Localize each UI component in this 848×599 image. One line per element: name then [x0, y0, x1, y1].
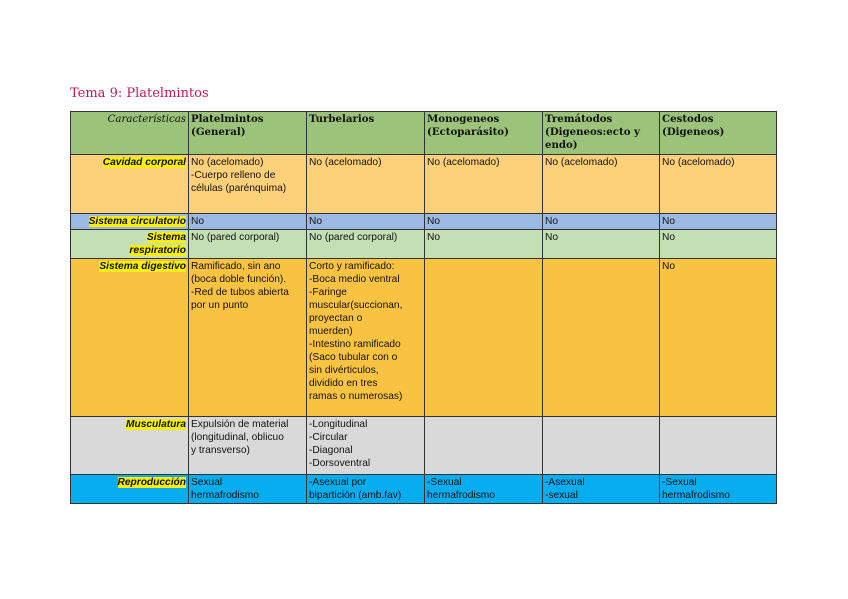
page-title: Tema 9: Platelmintos: [70, 86, 209, 101]
row-label: Sistema digestivo: [71, 259, 189, 417]
row-sistema-respiratorio: [71, 230, 777, 259]
table-cell: Sexual hermafrodismo: [189, 475, 307, 504]
row-label: Musculatura: [71, 417, 189, 475]
row-label: Sistema circulatorio: [71, 214, 189, 230]
table-cell: No (pared corporal): [189, 230, 307, 259]
header-trematodos: Tremátodos (Digeneos:ecto y endo): [543, 112, 660, 155]
table-cell: [543, 417, 660, 475]
row-sistema-digestivo: [71, 259, 777, 417]
table-cell: -Asexual por bipartición (amb.fav): [307, 475, 425, 504]
table-cell: No: [425, 214, 543, 230]
table-cell: -Longitudinal -Circular -Diagonal -Dorsoventral: [307, 417, 425, 475]
header-turbelarios: Turbelarios: [307, 112, 425, 155]
table-cell: No: [660, 259, 777, 417]
header-cestodos: Cestodos (Digeneos): [660, 112, 777, 155]
table-cell: No (acelomado): [425, 155, 543, 214]
table-cell: -Sexual hermafrodismo: [425, 475, 543, 504]
table-cell: No (acelomado) -Cuerpo relleno de células (parénquima): [189, 155, 307, 214]
table-cell: No: [543, 214, 660, 230]
header-row: [71, 112, 777, 155]
row-sistema-circulatorio: [71, 214, 777, 230]
row-reproduccion: [71, 475, 777, 504]
table-cell: [660, 417, 777, 475]
table-cell: No: [660, 230, 777, 259]
table-cell: [543, 259, 660, 417]
table-cell: -Sexual hermafrodismo: [660, 475, 777, 504]
header-platelmintos: Platelmintos (General): [189, 112, 307, 155]
table-cell: No: [307, 214, 425, 230]
header-monogeneos: Monogeneos (Ectoparásito): [425, 112, 543, 155]
table-cell: Expulsión de material (longitudinal, oblicuo y transverso): [189, 417, 307, 475]
table-cell: No (acelomado): [543, 155, 660, 214]
table-cell: -Asexual -sexual: [543, 475, 660, 504]
row-label: Sistema respiratorio: [71, 230, 189, 259]
table-cell: [425, 417, 543, 475]
comparison-table: [70, 111, 777, 504]
row-label: Reproducción: [71, 475, 189, 504]
table-cell: No: [660, 214, 777, 230]
table-cell: No (pared corporal): [307, 230, 425, 259]
table-cell: No: [425, 230, 543, 259]
table-cell: [425, 259, 543, 417]
row-label: Cavidad corporal: [71, 155, 189, 214]
table-cell: Ramificado, sin ano (boca doble función). -Red de tubos abierta por un punto: [189, 259, 307, 417]
table-cell: No: [189, 214, 307, 230]
table-cell: No (acelomado): [660, 155, 777, 214]
table-cell: No: [543, 230, 660, 259]
row-cavidad-corporal: [71, 155, 777, 214]
header-characteristics: Características: [71, 112, 189, 155]
table-cell: Corto y ramificado: -Boca medio ventral -Faringe muscular(succionan, proyectan o muerden) -Intestino ramificado (Saco tubular con o sin divérticulos, dividido en tres ramas o numerosas): [307, 259, 425, 417]
table-cell: No (acelomado): [307, 155, 425, 214]
row-musculatura: [71, 417, 777, 475]
